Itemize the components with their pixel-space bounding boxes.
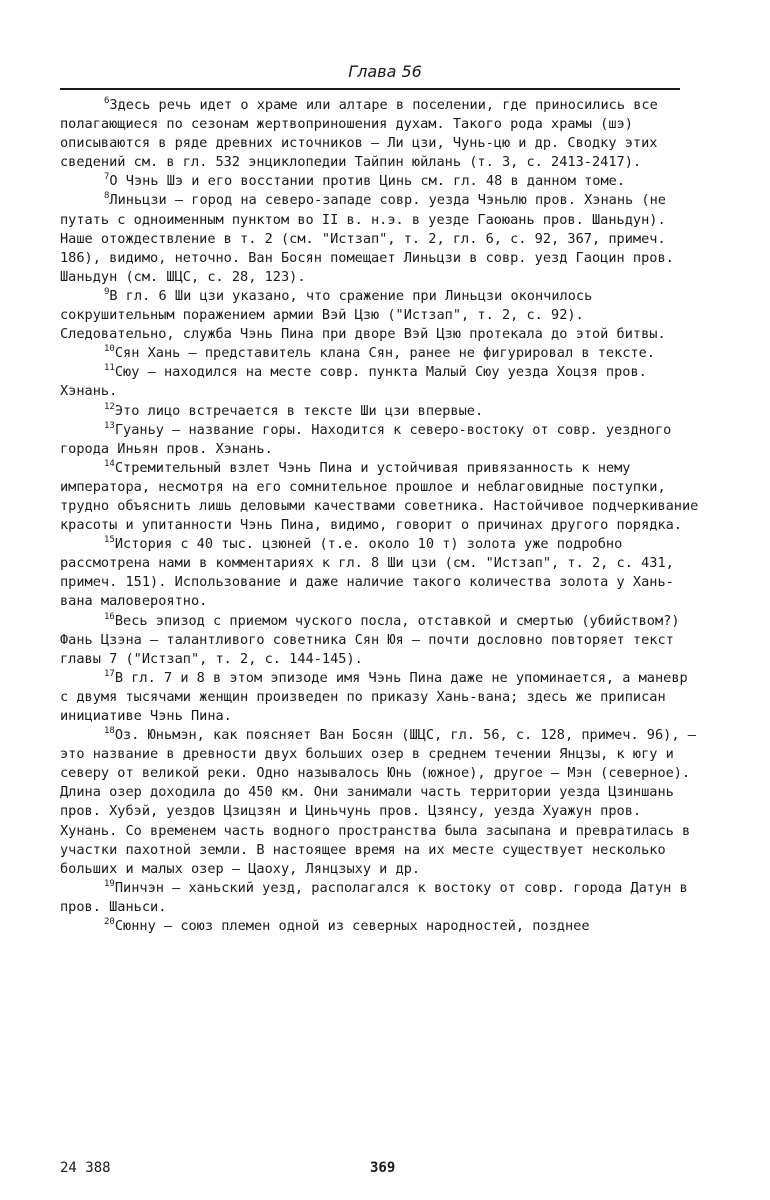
footnote-number: 15 — [104, 535, 115, 546]
footnote-12 — [60, 402, 700, 421]
footnote-number: 8 — [104, 191, 110, 202]
footnote-14 — [60, 459, 700, 535]
footnote-number: 9 — [104, 286, 110, 297]
footnote-13 — [60, 421, 700, 459]
footnote-text: Сюу — находился на месте совр. пункта Малый Сюу уезда Хоцзя пров. Хэнань. — [60, 364, 647, 400]
footnote-text: Пинчэн — ханьский уезд, располагался к востоку от совр. города Датун в пров. Шаньси. — [60, 879, 688, 915]
footnote-text: В гл. 7 и 8 в этом эпизоде имя Чэнь Пина даже не упоминается, а маневр с двумя тысячами женщин произведен по приказу Хань-вана; здесь же приписан инициативе Чэнь Пина. — [60, 669, 688, 724]
footnote-number: 16 — [104, 611, 115, 622]
footnote-17 — [60, 669, 700, 726]
printer-signature: 24 388 — [60, 1160, 111, 1176]
footnote-number: 10 — [104, 344, 115, 355]
footnote-9 — [60, 287, 700, 344]
page-number: 369 — [370, 1160, 396, 1176]
footnote-number: 12 — [104, 401, 115, 412]
footnote-text: Гуаньу — название горы. Находится к северо-востоку от совр. уездного города Иньян пров. Хэнань. — [60, 421, 672, 457]
footnote-text: История с 40 тыс. цзюней (т.е. около 10 т) золота уже подробно рассмотрена нами в комментариях к гл. 8 Ши цзи (см. "Истзап", т. 2, с. 431, примеч. 151). Использование и даже наличие такого количества золота у Хань-вана маловероятно. — [60, 536, 674, 610]
footnote-text: О Чэнь Шэ и его восстании против Цинь см. гл. 48 в данном томе. — [109, 173, 626, 190]
footnote-number: 19 — [104, 878, 115, 889]
footnote-text: Здесь речь идет о храме или алтаре в поселении, где приносились все полагающиеся по сезонам жертвоприношения духам. Такого рода храмы (шэ) описываются в ряде древних источников — Ли цзи, Чунь-цю и др. Сводку этих сведений см. в гл. 532 энциклопедии Тайпин юйлань (т. 3, с. 2413-2417). — [60, 97, 658, 171]
footnote-text: Стремительный взлет Чэнь Пина и устойчивая привязанность к нему императора, несмотря на его сомнительное прошлое и неблаговидные поступки, трудно объяснить лишь деловыми качествами советника. Настойчивое подчеркивание красоты и упитанности Чэнь Пина, видимо, говорит о причинах другого порядка. — [60, 459, 699, 534]
footnote-text: Сян Хань — представитель клана Сян, ранее не фигурировал в тексте. — [114, 345, 655, 362]
footnote-11 — [60, 363, 700, 401]
footnote-text: Сюнну — союз племен одной из северных народностей, позднее — [114, 918, 590, 935]
footnote-18 — [60, 726, 700, 879]
footnote-number: 11 — [104, 363, 115, 374]
footnote-number: 20 — [104, 917, 115, 928]
footnote-15 — [60, 535, 700, 611]
footnote-number: 6 — [104, 96, 110, 106]
footnote-text: Оз. Юньмэн, как поясняет Ван Босян (ШЦС, гл. 56, с. 128, примеч. 96), — это название в древности двух больших озер в среднем течении Янцзы, к югу и северу от великой реки. Одно называлось Юнь (южное), другое — Мэн (северное). Длина озер доходила до 450 км. Они занимали часть территории уезда Цзиншань пров. Хубэй, уездов Цзицзян и Циньчунь пров. Цзянсу, уезда Хуажун пров. Хунань. Со временем часть водного пространства была засыпана и превратилась в участки пахотной земли. В настоящее время на их месте существует несколько больших и малых озер — Цаоху, Лянцзыху и др. — [60, 727, 696, 877]
footnote-number: 14 — [104, 458, 115, 469]
footnote-16 — [60, 612, 700, 669]
notes-body — [60, 96, 700, 936]
footnote-6 — [60, 96, 700, 172]
footnote-text: Весь эпизод с приемом чуского посла, отставкой и смертью (убийством?) Фань Цзэна — талантливого советника Сян Юя — почти дословно повторяет текст главы 7 ("Истзап", т. 2, с. 144-145). — [60, 612, 680, 667]
footnote-20 — [60, 917, 700, 936]
chapter-title: Глава 56 — [348, 62, 422, 81]
footnote-number: 13 — [104, 420, 115, 431]
footnote-text: Линьцзи — город на северо-западе совр. уезда Чэньлю пров. Хэнань (не путать с одноименным пунктом во II в. н.э. в уезде Гаоюань пров. Шаньдун). Наше отождествление в т. 2 (см. "Истзап", т. 2, гл. 6, с. 92, 367, примеч. 186), видимо, неточно. Ван Босян помещает Линьцзи в совр. уезд Гаоцин пров. Шаньдун (см. ШЦС, с. 28, 123). — [60, 192, 674, 285]
footnote-19 — [60, 879, 700, 917]
footnote-number: 17 — [104, 668, 115, 679]
footnote-text: В гл. 6 Ши цзи указано, что сражение при Линьцзи окончилось сокрушительным поражением армии Вэй Цзю ("Истзап", т. 2, с. 92). Следовательно, служба Чэнь Пина при дворе Вэй Цзю протекала до этой битвы. — [60, 287, 666, 343]
footnote-number: 18 — [104, 726, 115, 737]
footnote-text: Это лицо встречается в тексте Ши цзи впервые. — [114, 402, 484, 419]
footnote-number: 7 — [104, 172, 110, 183]
header-rule — [60, 88, 680, 90]
footnote-7 — [60, 172, 700, 191]
footnote-8 — [60, 191, 700, 286]
footnote-10 — [60, 344, 700, 363]
